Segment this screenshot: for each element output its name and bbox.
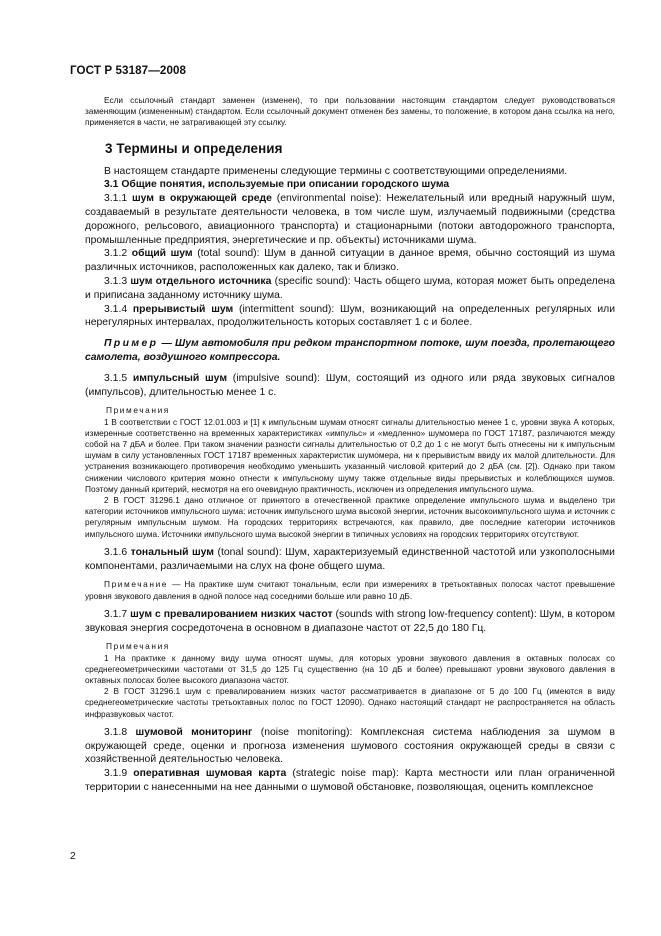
term-3-1-9: 3.1.9 оперативная шумовая карта (strategic noise map): Карта местности или план ограниченной территории с нанесенными на нее данными о шумовой обстановке, позволяющая, оценить комплексное	[85, 768, 615, 793]
notes-title-2: Примечания	[106, 641, 170, 652]
page-number: 2	[70, 851, 76, 862]
term-3-1-5: 3.1.5 импульсный шум (impulsive sound): Шум, состоящий из одного или ряда звуковых сигналов (импульсов), длительностью менее 1 с.	[85, 372, 616, 398]
subsection-title: 3.1 Общие понятия, используемые при описании городского шума	[104, 179, 450, 191]
term-3-1-3: 3.1.3 шум отдельного источника (specific sound): Часть общего шума, которая может быть определена и приписана заданному источнику шума.	[85, 275, 615, 301]
note-2-2: 2 В ГОСТ 31296.1 шум с превалированием низких частот рассматривается в диапазоне от 5 до 100 Гц (имеются в виду среднегеометрические частоты третьоктавных полос по ГОСТ 12090). Однако настоящий стандарт не распространяется на область инфразвуковых частот.	[85, 686, 615, 719]
note-2-1: 1 На практике к данному виду шума относят шумы, для которых уровни звукового давления в октавных полосах со среднегеометрическими частотами от 31,5 до 125 Гц существенно (на 10 дБ и более) превышают уровни звукового давления в октавных полосах более высокого диапазона частот.	[85, 652, 615, 685]
term-3-1-2: 3.1.2 общий шум (total sound): Шум в данной ситуации в данное время, обычно состоящий из шума различных источников, расположенных как далеко, так и близко.	[85, 248, 616, 274]
note-1-2: 2 В ГОСТ 31296.1 дано отличное от принятого в отечественной практике определение импульсного шума и выделено три категории источников импульсного шума: источник импульсного шума высокой энергии, источник высокоимпульсного шума и источник с регулярным импульсным шумом. На городских территориях встречаются, как правило, две последние категории источников импульсного шума. Источники импульсного шума высокой энергии в типичных условиях на городских территориях отсутствуют.	[85, 494, 615, 539]
term-3-1-1: 3.1.1 шум в окружающей среде (environmental noise): Нежелательный или вредный наружный шум, создаваемый в результате деятельности человека, в том числе шум, излучаемый подвижными (средства дорожного, рельсового, авиационного транспорта) и стационарными (потоки автодорожного транспорта, промышленные предприятия, энергетические и пр. объекты) источниками шума.	[85, 193, 616, 246]
term-3-1-4: 3.1.4 прерывистый шум (intermittent sound): Шум, возникающий на определенных регулярных или нерегулярных интервалах, продолжительность которых составляет 1 с и более.	[85, 303, 616, 329]
term-3-1-6: 3.1.6 тональный шум (tonal sound): Шум, характеризуемый единственной частотой или узкополосными компонентами, различаемыми на слух на фоне общего шума.	[85, 546, 615, 572]
note-3-1-6: Примечание — На практике шум считают тональным, если при измерениях в третьоктавных полосах частот превышение уровня звукового давления в одной полосе над соседними больше или равно 10 дБ.	[85, 579, 615, 601]
section-lead: В настоящем стандарте применены следующие термины с соответствующими определениями.	[104, 165, 568, 177]
example-paragraph: Пример — Шум автомобиля при редком транспортном потоке, шум поезда, пролетающего самолета, воздушного компрессора.	[85, 338, 615, 363]
intro-paragraph: Если ссылочный стандарт заменен (изменен), то при пользовании настоящим стандартом следует руководствоваться заменяющим (измененным) стандартом. Если ссылочный документ отменен без замены, то положение, в котором дана ссылка на него, применяется в части, не затрагивающей эту ссылку.	[85, 95, 615, 128]
document-header: ГОСТ Р 53187—2008	[70, 64, 187, 77]
page-body	[85, 95, 615, 795]
term-3-1-8: 3.1.8 шумовой мониторинг (noise monitoring): Комплексная система наблюдения за шумом в окружающей среде, оценки и прогноза изменения шумового состояния окружающей среды в связи с хозяйственной деятельностью человека.	[85, 726, 615, 766]
section-title: 3 Термины и определения	[105, 140, 283, 156]
note-1-1: 1 В соответствии с ГОСТ 12.01.003 и [1] к импульсным шумам относят сигналы длительностью менее 1 с, уровни звука А которых, измеренные соответственно на временных характеристиках «импульс» и «медленно» шумомера по ГОСТ 17187, различаются между собой на 7 дБА и более. При таком значении разности сигналы длительностью от 0,2 до 1 с не могут быть отнесены ни к импульсным шумам в силу установленных ГОСТ 17187 временных характеристик шумомера, ни к прерывистым ввиду их малой длительности. Для устранения возникающего противоречия необходимо уменьшить указанный числовой критерий до 2 дБА (см. [2]). Однако при таком снижении числового критерия можно отнести к импульсному шуму также отдельные виды прерывистых и колеблющихся шумов. Поэтому данный критерий, несмотря на его очевидную практичность, исключен из определения импульсного шума.	[85, 416, 615, 494]
term-3-1-7: 3.1.7 шум с превалированием низких частот (sounds with strong low-frequency content): Шум, в котором звуковая энергия сосредоточена в основном в диапазоне частот от 22,5 до 180 Гц.	[85, 608, 615, 634]
notes-title-1: Примечания	[106, 405, 170, 416]
